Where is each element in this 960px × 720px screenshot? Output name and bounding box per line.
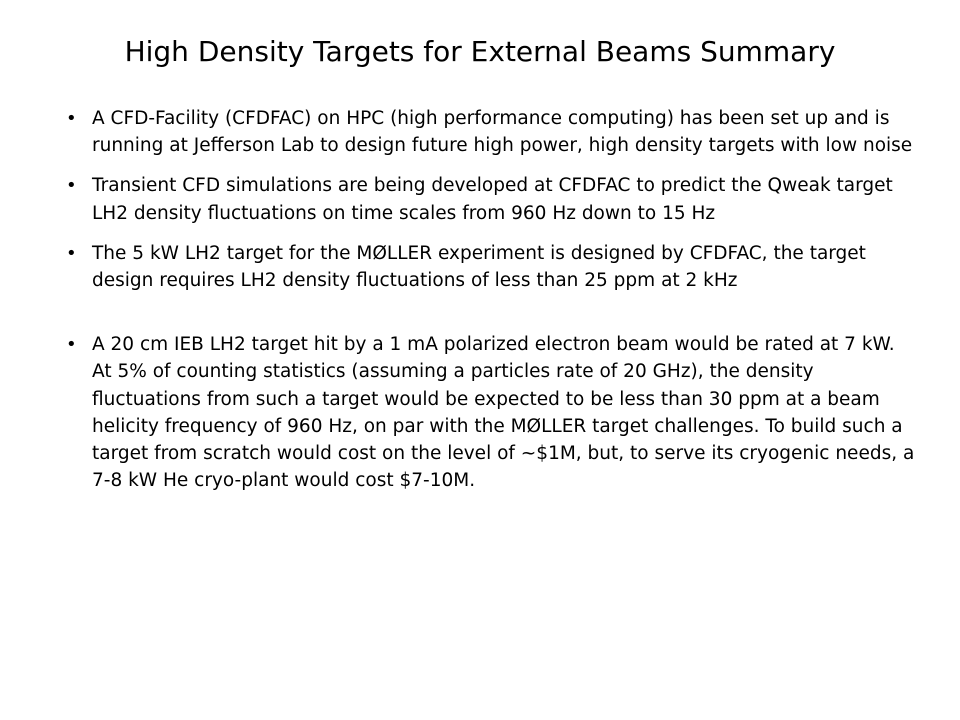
bullet-item [66, 172, 916, 226]
bullet-icon: • [66, 175, 77, 197]
bullet-text: The 5 kW LH2 target for the MØLLER experiment is designed by CFDFAC, the target design requires LH2 density fluctuations of less than 25 ppm at 2 kHz [92, 242, 866, 292]
bullet-icon: • [66, 334, 77, 356]
bullet-text: A 20 cm IEB LH2 target hit by a 1 mA polarized electron beam would be rated at 7 kW. At 5% of counting statistics (assuming a particles rate of 20 GHz), the density fluctuations from such a target would be expected to be less than 30 ppm at a beam helicity frequency of 960 Hz, on par with the MØLLER target challenges. To build such a target from scratch would cost on the level of ~$1M, but, to serve its cryogenic needs, a 7-8 kW He cryo-plant would cost $7-10M. [92, 334, 915, 492]
bullet-item [66, 240, 916, 294]
bullet-text: Transient CFD simulations are being developed at CFDFAC to predict the Qweak target LH2 density fluctuations on time scales from 960 Hz down to 15 Hz [92, 175, 893, 224]
slide-title: High Density Targets for External Beams Summary [124, 35, 836, 68]
bullet-item [66, 331, 916, 494]
bullet-item [66, 105, 916, 159]
bullet-icon: • [66, 242, 77, 264]
bullet-icon: • [66, 108, 77, 129]
bullet-text: A CFD-Facility (CFDFAC) on HPC (high performance computing) has been set up and is running at Jefferson Lab to design future high power, high density targets with low noise [92, 108, 913, 157]
bullet-list [66, 105, 916, 507]
